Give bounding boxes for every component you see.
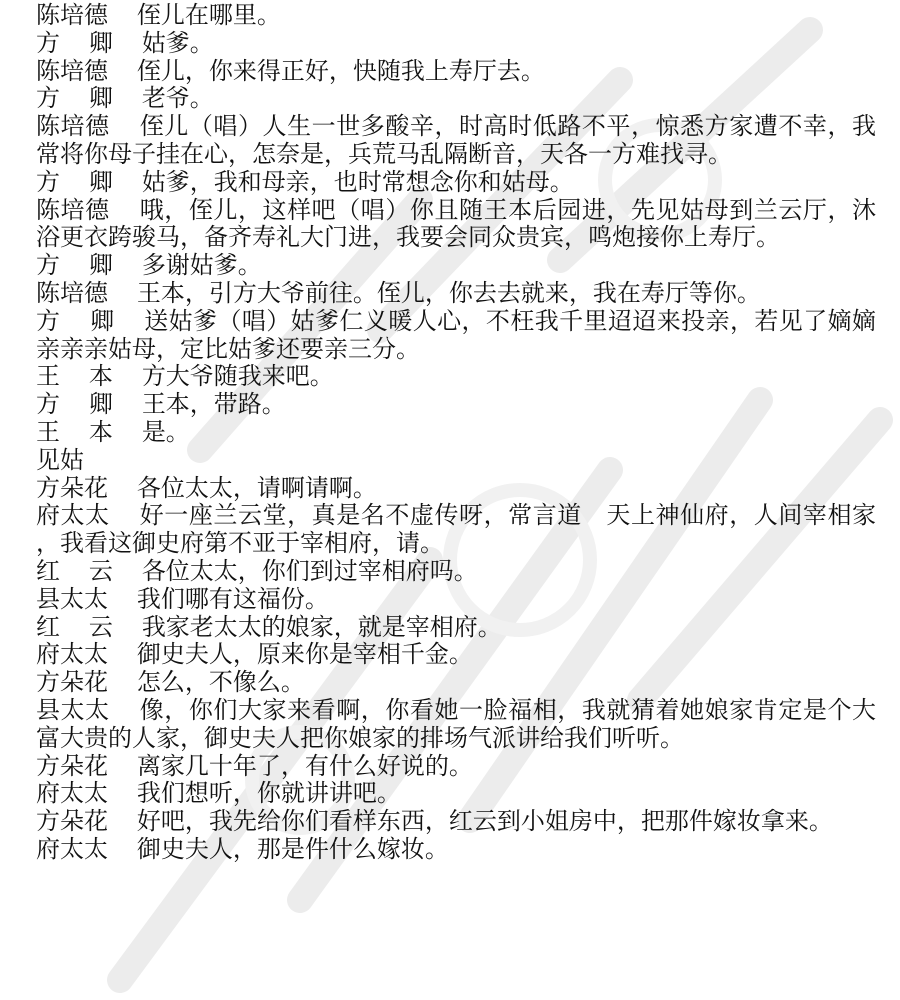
line-text: 王本，带路。 xyxy=(141,390,286,419)
script-document xyxy=(36,2,876,864)
line-text: 老爷。 xyxy=(141,84,214,113)
speaker-name: 府太太 xyxy=(36,501,110,530)
line-text: 姑爹，我和母亲，也时常想念你和姑母。 xyxy=(141,167,574,196)
speaker-name: 府太太 xyxy=(36,779,108,808)
speaker-name: 府太太 xyxy=(36,640,108,669)
dialogue-line xyxy=(36,475,876,503)
dialogue-line xyxy=(36,2,876,30)
line-text: 送姑爹（唱）姑爹仁义暖人心，不枉我千里迢迢来投亲，若见了嫡嫡亲亲亲姑母，定比姑爹还要亲三分。 xyxy=(36,306,877,363)
speaker-name: 方朵花 xyxy=(36,473,108,502)
line-text: 各位太太，你们到过宰相府吗。 xyxy=(141,556,478,585)
line-text: 我家老太太的娘家，就是宰相府。 xyxy=(141,612,502,641)
speaker-name: 方 卿 xyxy=(36,84,113,113)
speaker-name: 府太太 xyxy=(36,834,108,863)
speaker-name: 陈培德 xyxy=(36,112,110,141)
line-text: 怎么，不像么。 xyxy=(136,668,305,697)
dialogue-line xyxy=(36,30,876,58)
line-text: 我们哪有这福份。 xyxy=(136,584,329,613)
dialogue-line xyxy=(36,502,876,558)
line-text: 方大爷随我来吧。 xyxy=(141,362,334,391)
dialogue-line xyxy=(36,363,876,391)
line-text: 侄儿，你来得正好，快随我上寿厅去。 xyxy=(136,56,545,85)
speaker-name: 红 云 xyxy=(36,612,113,641)
line-text: 侄儿（唱）人生一世多酸辛，时高时低路不平，惊悉方家遭不幸，我常将你母子挂在心，怎奈是，兵荒马乱隔断音，天各一方难找寻。 xyxy=(36,112,877,168)
scene-title: 见姑 xyxy=(36,445,84,474)
speaker-name: 方朵花 xyxy=(36,668,108,697)
speaker-name: 王 本 xyxy=(36,417,113,446)
line-text: 御史夫人，那是件什么嫁妆。 xyxy=(136,834,449,863)
speaker-name: 方 卿 xyxy=(36,390,113,419)
line-text: 我们想听，你就讲讲吧。 xyxy=(136,779,401,808)
dialogue-line xyxy=(36,669,876,697)
line-text: 像，你们大家来看啊，你看她一脸福相，我就猜着她娘家肯定是个大富大贵的人家，御史夫人把你娘家的排场气派讲给我们听听。 xyxy=(36,695,877,752)
line-text: 是。 xyxy=(141,417,190,446)
line-text: 好一座兰云堂，真是名不虚传呀，常言道 天上神仙府，人间宰相家，我看这御史府第不亚于宰相府，请。 xyxy=(36,501,877,558)
dialogue-line xyxy=(36,169,876,197)
speaker-name: 陈培德 xyxy=(36,56,108,85)
speaker-name: 陈培德 xyxy=(36,195,110,224)
line-text: 哦，侄儿，这样吧（唱）你且随王本后园进，先见姑母到兰云厅，沐浴更衣跨骏马，备齐寿礼大门进，我要会同众贵宾，鸣炮接你上寿厅。 xyxy=(36,195,877,252)
speaker-name: 陈培德 xyxy=(36,278,108,307)
speaker-name: 王 本 xyxy=(36,362,113,391)
dialogue-line xyxy=(36,558,876,586)
dialogue-line xyxy=(36,113,876,169)
line-text: 离家几十年了，有什么好说的。 xyxy=(136,751,473,780)
dialogue-line xyxy=(36,197,876,253)
dialogue-line xyxy=(36,836,876,864)
dialogue-line xyxy=(36,753,876,781)
dialogue-line xyxy=(36,308,876,364)
line-text: 各位太太，请啊请啊。 xyxy=(136,473,377,502)
speaker-name: 陈培德 xyxy=(36,1,108,29)
speaker-name: 方 卿 xyxy=(36,251,113,280)
dialogue-line xyxy=(36,780,876,808)
dialogue-line xyxy=(36,641,876,669)
speaker-name: 县太太 xyxy=(36,695,110,724)
speaker-name: 方 卿 xyxy=(36,28,113,57)
dialogue-line xyxy=(36,391,876,419)
dialogue-line xyxy=(36,85,876,113)
dialogue-line xyxy=(36,419,876,447)
dialogue-line xyxy=(36,614,876,642)
scene-heading xyxy=(36,447,876,475)
line-text: 御史夫人，原来你是宰相千金。 xyxy=(136,640,473,669)
line-text: 多谢姑爹。 xyxy=(141,251,262,280)
dialogue-line xyxy=(36,586,876,614)
dialogue-line xyxy=(36,808,876,836)
line-text: 王本，引方大爷前往。侄儿，你去去就来，我在寿厅等你。 xyxy=(136,278,761,307)
line-text: 侄儿在哪里。 xyxy=(136,1,281,29)
dialogue-line xyxy=(36,252,876,280)
speaker-name: 方 卿 xyxy=(36,306,115,335)
dialogue-line xyxy=(36,280,876,308)
dialogue-line xyxy=(36,58,876,86)
speaker-name: 方朵花 xyxy=(36,751,108,780)
line-text: 好吧，我先给你们看样东西，红云到小姐房中，把那件嫁妆拿来。 xyxy=(136,807,833,836)
dialogue-line xyxy=(36,697,876,753)
speaker-name: 方 卿 xyxy=(36,167,113,196)
speaker-name: 县太太 xyxy=(36,584,108,613)
speaker-name: 红 云 xyxy=(36,556,113,585)
speaker-name: 方朵花 xyxy=(36,807,108,836)
line-text: 姑爹。 xyxy=(141,28,214,57)
